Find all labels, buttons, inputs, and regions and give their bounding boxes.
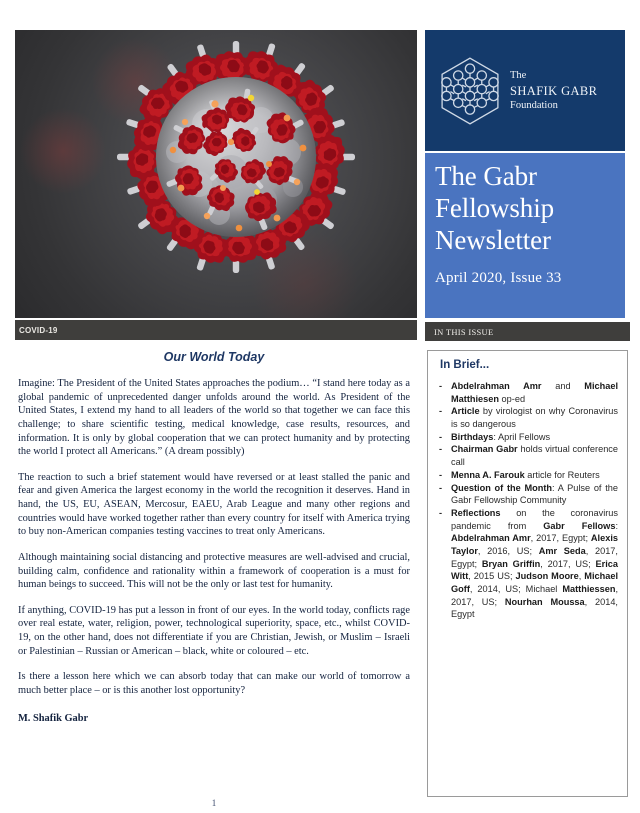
article-paragraph: Although maintaining social distancing and protective measures are well-advised and crucial, building calm, confidence and rationality within a framework of cooperation is a must for human beings to succeed. This will not be the only or last test for humanity.	[18, 551, 410, 591]
masthead-band	[0, 0, 640, 340]
hexagon-lattice-logo-icon	[439, 56, 501, 126]
page-title: Our World Today	[163, 350, 265, 364]
list-item: - Article by virologist on why Coronavirus is so dangerous	[438, 405, 618, 430]
newsletter-title-block	[425, 153, 625, 318]
list-item: - Menna A. Farouk article for Reuters	[438, 469, 618, 482]
in-brief-box	[427, 350, 628, 797]
logo-line-2: SHAFIK GABR	[510, 83, 598, 98]
in-brief-title: In Brief...	[440, 359, 490, 371]
article-paragraph: Is there a lesson here which we can absorb today that can make our world of tomorrow a much better place – or is this another lost opportunity?	[18, 671, 410, 696]
lead-article	[18, 350, 410, 737]
logo-line-3: Foundation	[510, 99, 558, 111]
author-signature: M. Shafik Gabr	[18, 712, 89, 724]
title-line-2: Fellowship	[435, 192, 555, 223]
in-this-issue-bar: IN THIS ISSUE	[425, 322, 630, 341]
in-brief-list	[438, 380, 618, 621]
list-item: - Reflections on the coronavirus pandemic from Gabr Fellows: Abdelrahman Amr, 2017, Egypt; Alexis Taylor, 2016, US; Amr Seda, 2017, Egypt; Bryan Griffin, 2017, US; Erica Witt, 2015 US; Judson Moore, Michael Goff, 2014, US; Michael Matthiessen, 2017, US; Nourhan Moussa, 2014, Egypt	[438, 507, 618, 621]
article-paragraph: The reaction to such a brief statement would have reversed or at least stalled the panic and fear and given America the largest economy in the world the recognition it deserves. Hand in hand, the US, EU, ASEAN, Mercosur, EAEU, Arab League and many other regions and countries would have worked together rather than every country for itself with America trying to buy non-American companies testing vaccines to treat only Americans.	[18, 471, 410, 538]
page-number: 1	[211, 798, 217, 808]
article-paragraph: Imagine: The President of the United States approaches the podium… “I stand here today as a global pandemic of unprecedented danger unfolds around the world. As President of the United States, I extend my hand to all leaders of the world so that together we can face this challenge; to share scientific testing, medical knowledge, case results, resources, and information. It is only by global cooperation that we can protect humanity and by protecting the world I protect all Americans.” (A dream possibly)	[18, 378, 410, 458]
list-item: - Chairman Gabr holds virtual conference call	[438, 443, 618, 468]
logo-line-1: The	[510, 70, 527, 82]
article-paragraph: If anything, COVID-19 has put a lesson in front of our eyes. In the world today, conflicts rage over real estate, water, religion, power, technological superiority, space, etc., whilst COVID-19, on the other hand, does not differentiate if you are Christian, Jewish, or Muslim – Israeli or Palestinian – Russian or American – black, white or coloured – etc.	[18, 604, 410, 657]
issue-line: April 2020, Issue 33	[435, 269, 562, 286]
list-item: - Question of the Month: A Pulse of the Gabr Fellowship Community	[438, 482, 618, 507]
hero-caption: COVID-19	[15, 320, 417, 340]
foundation-logo-text	[510, 69, 597, 112]
coronavirus-illustration-icon	[111, 32, 361, 282]
title-line-1: The Gabr	[435, 161, 537, 191]
list-item: - Birthdays: April Fellows	[438, 431, 618, 444]
hero-image	[15, 30, 417, 318]
foundation-logo-block	[425, 30, 625, 151]
title-line-3: Newsletter	[435, 224, 551, 255]
list-item: - Abdelrahman Amr and Michael Matthiesen op-ed	[438, 380, 618, 405]
